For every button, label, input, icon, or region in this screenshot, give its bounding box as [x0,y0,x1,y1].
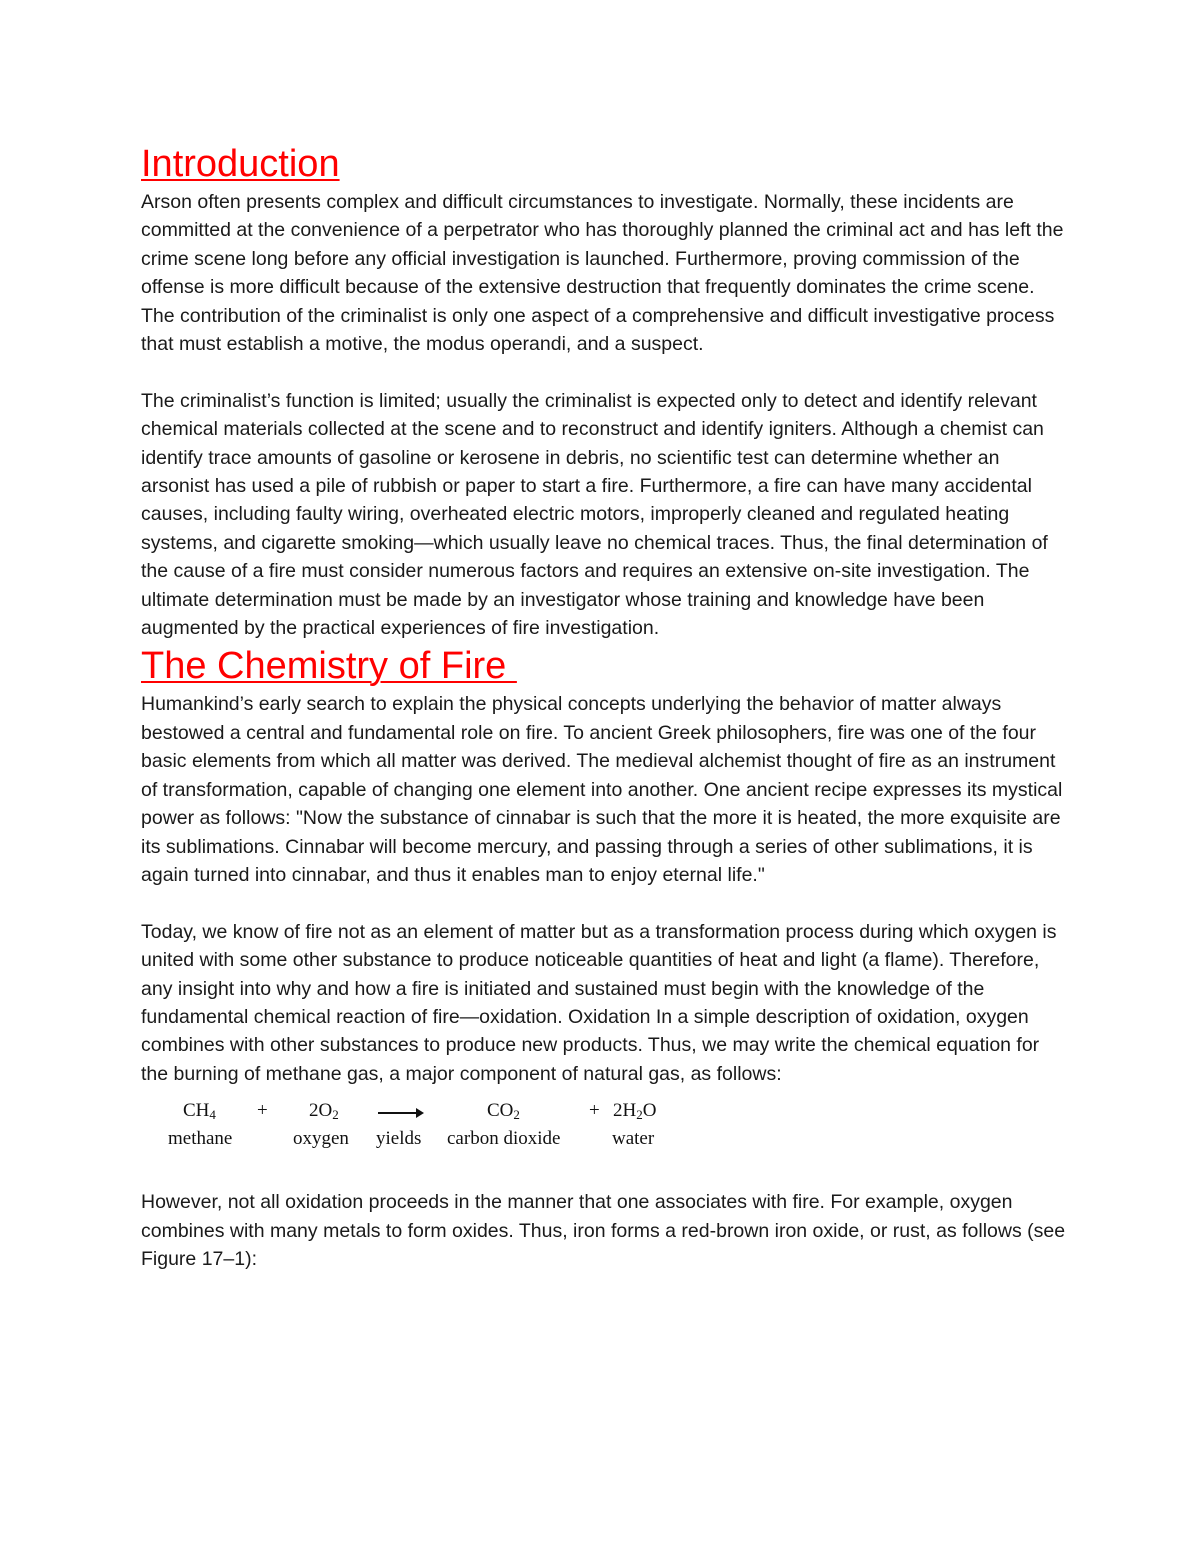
paragraph-chemistry-1: Humankind’s early search to explain the physical concepts underlying the behavior of matter always bestowed a central and fundamental role on fire. To ancient Greek philosophers, fire was one of the four basic elements from which all matter was derived. The medieval alchemist thought of fire as an instrument of transformation, capable of changing one element into another. One ancient recipe expresses its mystical power as follows: "Now the substance of cinnabar is such that the more it is heated, the more exquisite are its sublimations. Cinnabar will become mercury, and passing through a series of other sublimations, it is again turned into cinnabar, and thus it enables man to enjoy eternal life." [141,693,1063,886]
heading-introduction: Introduction [141,143,340,185]
label-oxygen: oxygen [293,1128,349,1150]
yields-arrow-icon [378,1112,422,1114]
plus-sign-2: + [589,1100,600,1122]
formula-oxygen: $2O_2$ [309,1100,339,1123]
paragraph-chemistry-2: Today, we know of fire not as an element of matter but as a transformation process during which oxygen is united with some other substance to produce noticeable quantities of heat and light (a flame). Therefore, any insight into why and how a fire is initiated and sustained must begin with the knowledge of the fundamental chemical reaction of fire—oxidation. Oxidation In a simple description of oxidation, oxygen combines with other substances to produce new products. Thus, we may write the chemical equation for the burning of methane gas, a major component of natural gas, as follows: [141,920,1057,1085]
paragraph-intro-1: Arson often presents complex and difficult circumstances to investigate. Normally, these incidents are committed at the convenience of a perpetrator who has thoroughly planned the criminal act and has left the crime scene long before any official investigation is launched. Furthermore, proving commission of the offense is more difficult because of the extensive destruction that frequently dominates the crime scene. The contribution of the criminalist is only one aspect of a comprehensive and difficult investigative process that must establish a motive, the modus operandi, and a suspect. [141,191,1064,356]
label-yields: yields [376,1128,422,1150]
paragraph-intro-2: The criminalist’s function is limited; usually the criminalist is expected only to detect and identify relevant chemical materials collected at the scene and to reconstruct and identify igniters. Although a chemist can identify trace amounts of gasoline or kerosene in debris, no scientific test can determine whether an arsonist has used a pile of rubbish or paper to start a fire. Furthermore, a fire can have many accidental causes, including faulty wiring, overheated electric motors, improperly cleaned and regulated heating systems, and cigarette smoking—which usually leave no chemical traces. Thus, the final determination of the cause of a fire must consider numerous factors and requires an extensive on-site investigation. The ultimate determination must be made by an investigator whose training and knowledge have been augmented by the practical experiences of fire investigation. [141,389,1048,640]
formula-water: $2H_2O$ [613,1100,657,1123]
document-page [141,140,1071,1273]
label-carbon-dioxide: carbon dioxide [447,1128,561,1150]
heading-chemistry-of-fire: The Chemistry of Fire [141,645,517,688]
formula-methane: $CH_4$ [183,1100,216,1123]
formula-carbon-dioxide: $CO_2$ [487,1100,520,1123]
paragraph-after-equation: However, not all oxidation proceeds in the manner that one associates with fire. For example, oxygen combines with many metals to form oxides. Thus, iron forms a red-brown iron oxide, or rust, as follows (see Figure 17–1): [141,1191,1066,1270]
label-water: water [612,1128,655,1150]
label-methane: methane [168,1128,233,1150]
plus-sign-1: + [257,1100,268,1122]
methane-combustion-equation [141,1098,1071,1176]
